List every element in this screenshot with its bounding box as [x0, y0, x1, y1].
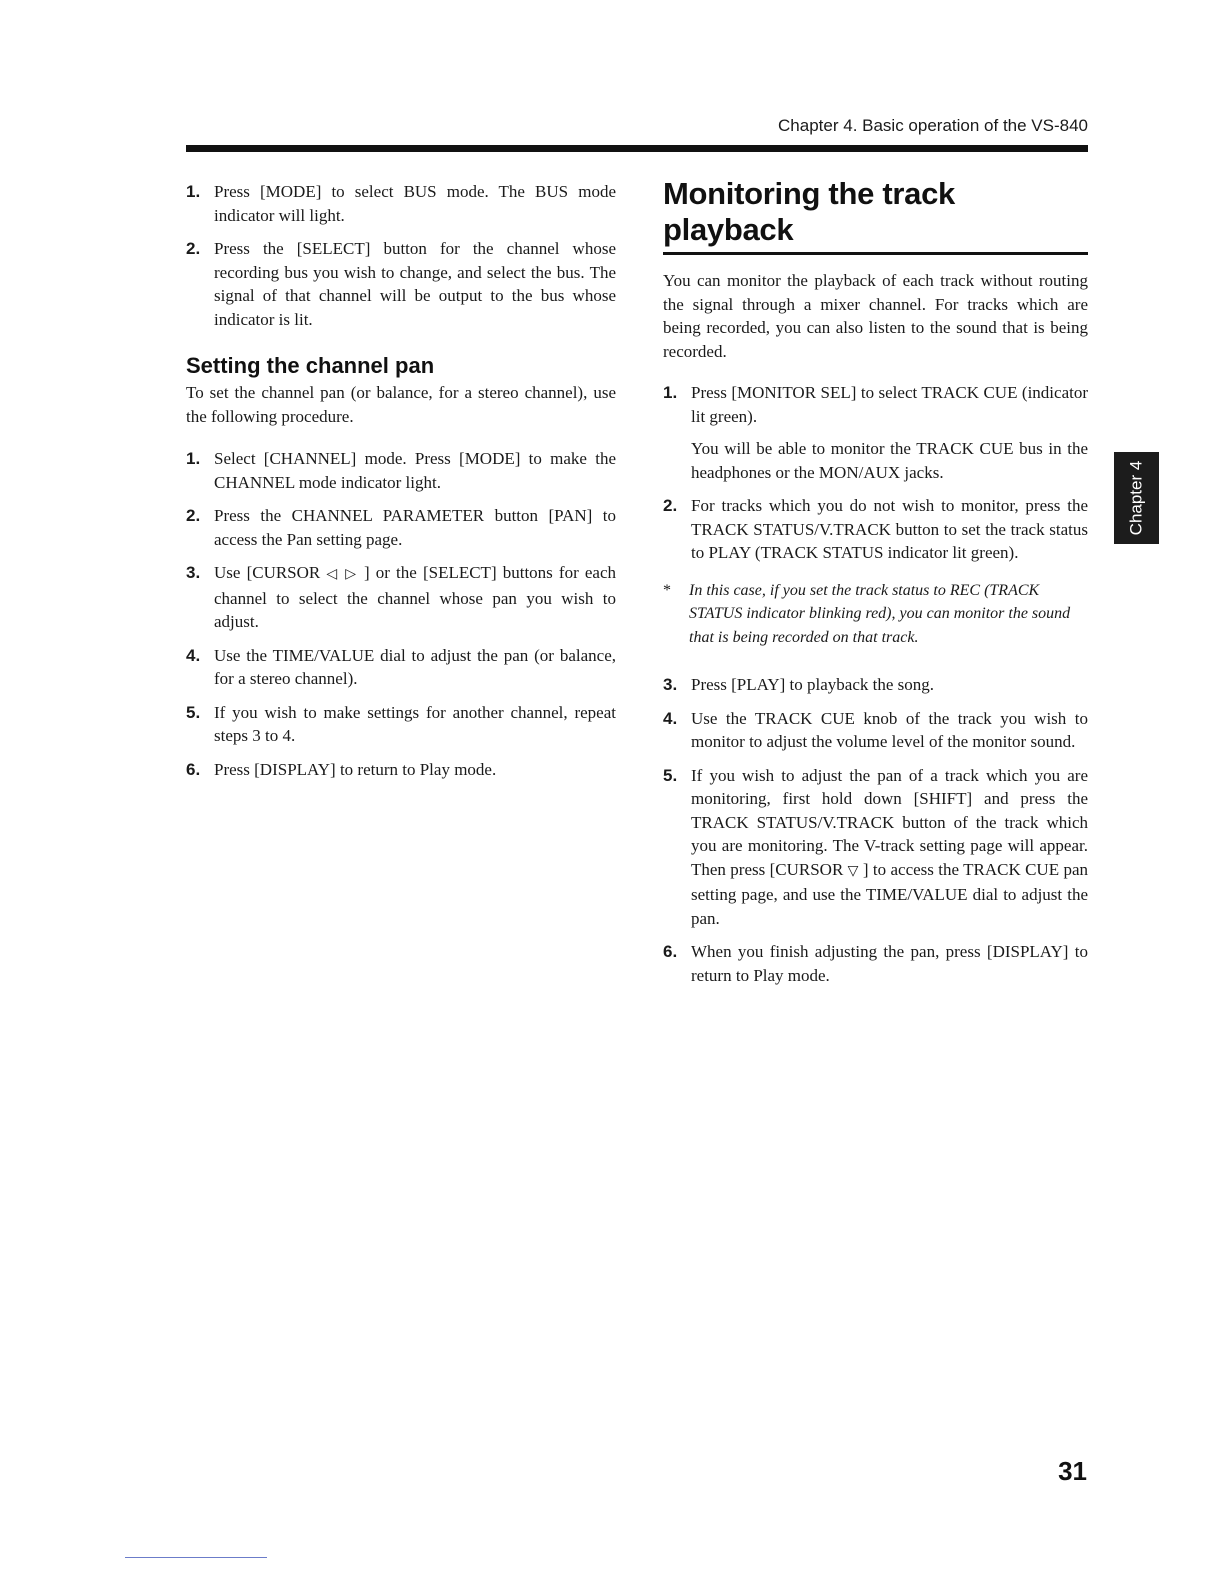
list-item [186, 447, 616, 494]
list-item [186, 504, 616, 551]
step-text-part: If you wish to adjust the pan of a track which you are monitoring, first hold down [SHIFT] and press the TRACK STATUS/V.TRACK button of the track which you are monitoring. The V-track setting page will appear. Then press [CURSOR [691, 765, 1088, 879]
section-intro: To set the channel pan (or balance, for a stereo channel), use the following procedure. [186, 383, 616, 426]
step-number: 1. [663, 383, 678, 402]
cursor-left-icon: ◁ [326, 566, 340, 582]
list-item [663, 494, 1088, 565]
step-number: 6. [186, 759, 201, 779]
step-number: 5. [663, 765, 678, 785]
step-text: When you finish adjusting the pan, press [DISPLAY] to return to Play mode. [691, 942, 1088, 985]
step-number: 3. [186, 563, 201, 582]
step-text: If you wish to make settings for another channel, repeat steps 3 to 4. [214, 702, 616, 745]
step-subtext: You will be able to monitor the TRACK CUE bus in the headphones or the MON/AUX jacks. [691, 439, 1088, 482]
step-number: 2. [186, 239, 201, 258]
left-column [186, 180, 616, 791]
step-text: Use the TRACK CUE knob of the track you wish to monitor to adjust the volume level of the monitor sound. [691, 708, 1088, 751]
list-item [663, 764, 1088, 931]
step-text: Press the [SELECT] button for the channel whose recording bus you wish to change, and select the bus. The signal of that channel will be output to the bus whose indicator is lit. [214, 239, 616, 329]
step-number: 6. [663, 942, 678, 961]
step-text: Press the CHANNEL PARAMETER button [PAN] to access the Pan setting page. [214, 506, 616, 549]
chapter-tab [1114, 452, 1159, 544]
list-item [186, 644, 616, 691]
step-number: 4. [663, 708, 678, 728]
note [663, 579, 1088, 650]
step-number: 5. [186, 702, 201, 722]
step-text-part: ] or the [SELECT] buttons for each channel to select the channel whose pan you wish to adjust. [214, 563, 617, 631]
page-number: 31 [1058, 1456, 1087, 1486]
step-number: 4. [186, 645, 201, 665]
list-item [186, 701, 616, 748]
note-text: In this case, if you set the track status to REC (TRACK STATUS indicator blinking red), you can monitor the sound that is being recorded on that track. [689, 581, 1071, 646]
step-number: 2. [663, 496, 678, 515]
cursor-down-icon: ▽ [847, 862, 859, 879]
list-item [663, 673, 1088, 697]
list-item [663, 381, 1088, 484]
step-number: 3. [663, 675, 678, 694]
chapter-tab-label: Chapter 4 [1126, 460, 1146, 536]
right-column [663, 176, 1088, 997]
cursor-right-icon: ▷ [345, 566, 358, 582]
running-header: Chapter 4. Basic operation of the VS-840 [778, 116, 1088, 135]
step-text: Press [MONITOR SEL] to select TRACK CUE (indicator lit green). [691, 383, 1088, 426]
section-intro: You can monitor the playback of each track without routing the signal through a mixer channel. For tracks which are being recorded, you can also listen to the sound that is being recorded. [663, 271, 1088, 361]
list-item [186, 561, 616, 634]
step-text [214, 561, 616, 634]
step-number: 2. [186, 506, 201, 525]
list-item [663, 707, 1088, 754]
step-text: Press [MODE] to select BUS mode. The BUS mode indicator will light. [214, 182, 616, 225]
note-marker: * [663, 581, 671, 599]
header-rule [186, 145, 1088, 152]
step-text: Press [DISPLAY] to return to Play mode. [214, 759, 497, 779]
step-number: 1. [186, 182, 201, 201]
step-text: Select [CHANNEL] mode. Press [MODE] to make the CHANNEL mode indicator light. [214, 449, 616, 492]
step-text-part: ] to access the TRACK CUE pan setting page, and use the TIME/VALUE dial to adjust the pan. [691, 859, 1088, 928]
step-text-part: Use [CURSOR [214, 563, 327, 582]
step-text [691, 764, 1088, 931]
list-item [186, 758, 616, 782]
step-text: Use the TIME/VALUE dial to adjust the pan (or balance, for a stereo channel). [214, 645, 616, 688]
list-item [663, 940, 1088, 987]
section-subheading: Setting the channel pan [186, 353, 435, 378]
list-item [186, 237, 616, 331]
section-title: Monitoring the track playback [663, 176, 1088, 255]
step-text: Press [PLAY] to playback the song. [691, 675, 935, 694]
step-number: 1. [186, 449, 201, 468]
footer-line [125, 1557, 267, 1558]
list-item [186, 180, 616, 227]
step-text: For tracks which you do not wish to monitor, press the TRACK STATUS/V.TRACK button to set the track status to PLAY (TRACK STATUS indicator lit green). [691, 496, 1088, 562]
